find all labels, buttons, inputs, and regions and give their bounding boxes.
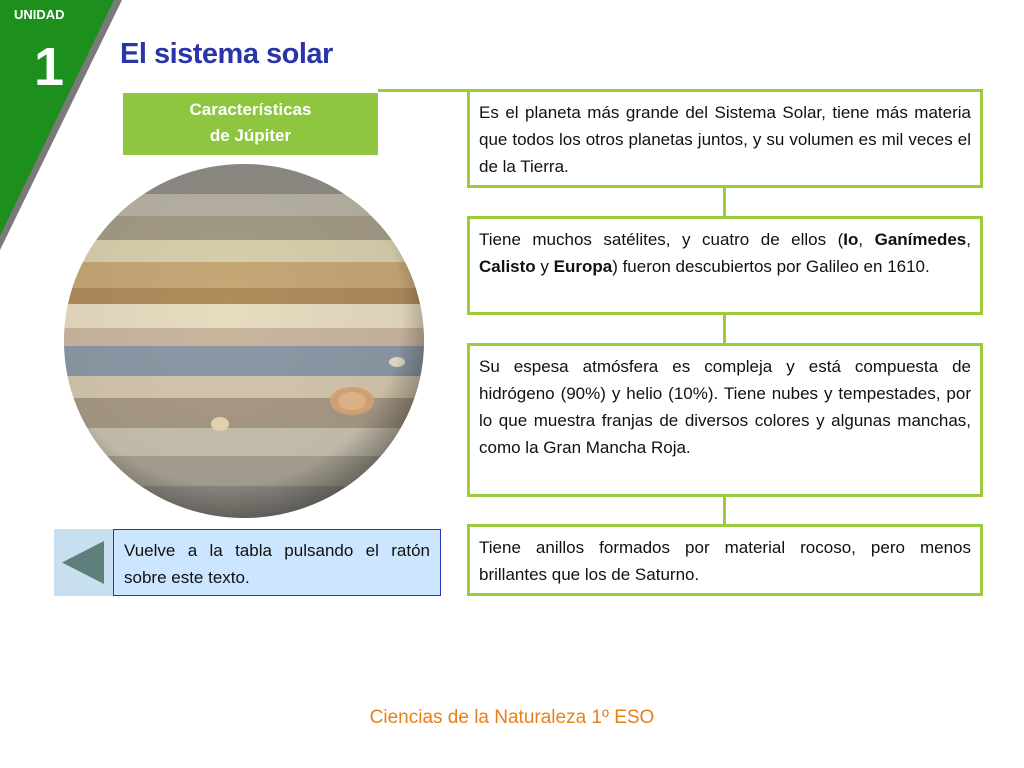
separator: , — [966, 230, 971, 249]
section-tag-line1: Características — [189, 100, 312, 119]
fact-size-text: Es el planeta más grande del Sistema Solar, tiene más materia que todos los otros planetas juntos, y su volumen es mil veces el de la Tierra. — [479, 103, 971, 176]
fact-box-size — [467, 89, 983, 188]
connector-3-4 — [723, 496, 726, 526]
back-button[interactable] — [54, 529, 114, 596]
fact-box-rings — [467, 524, 983, 596]
fact-box-atmosphere — [467, 343, 983, 497]
jupiter-image — [62, 162, 426, 520]
connector-1-2 — [723, 187, 726, 218]
back-arrow-icon — [54, 529, 114, 596]
moon-ganimedes: Ganímedes — [874, 230, 967, 249]
back-to-table-link[interactable]: Vuelve a la tabla pulsando el ratón sobre este texto. — [113, 529, 441, 596]
moon-europa: Europa — [553, 257, 613, 276]
connector-top — [378, 89, 470, 92]
fact-satellites-text-a: Tiene muchos satélites, y cuatro de ellos ( — [479, 230, 844, 249]
moon-calisto: Calisto — [479, 257, 536, 276]
fact-atmosphere-text: Su espesa atmósfera es compleja y está compuesta de hidrógeno (90%) y helio (10%). Tiene nubes y tempestades, por lo que muestra franjas de diversos colores y algunas manchas, como la Gran Mancha Roja. — [479, 357, 971, 457]
footer-text: Ciencias de la Naturaleza 1º ESO — [369, 707, 655, 728]
fact-box-satellites — [467, 216, 983, 315]
section-tag-line2: de Júpiter — [209, 126, 292, 145]
unit-label: UNIDAD — [14, 7, 65, 22]
moon-io: Io — [843, 230, 859, 249]
fact-satellites-text-b: ) fueron descubiertos por Galileo en 1610. — [612, 257, 930, 276]
page-title: El sistema solar — [120, 38, 333, 70]
section-tag — [123, 93, 378, 155]
conjunction: y — [535, 257, 554, 276]
separator: , — [858, 230, 875, 249]
fact-rings-text: Tiene anillos formados por material rocoso, pero menos brillantes que los de Saturno. — [479, 538, 971, 584]
unit-number: 1 — [34, 37, 65, 97]
connector-2-3 — [723, 314, 726, 345]
